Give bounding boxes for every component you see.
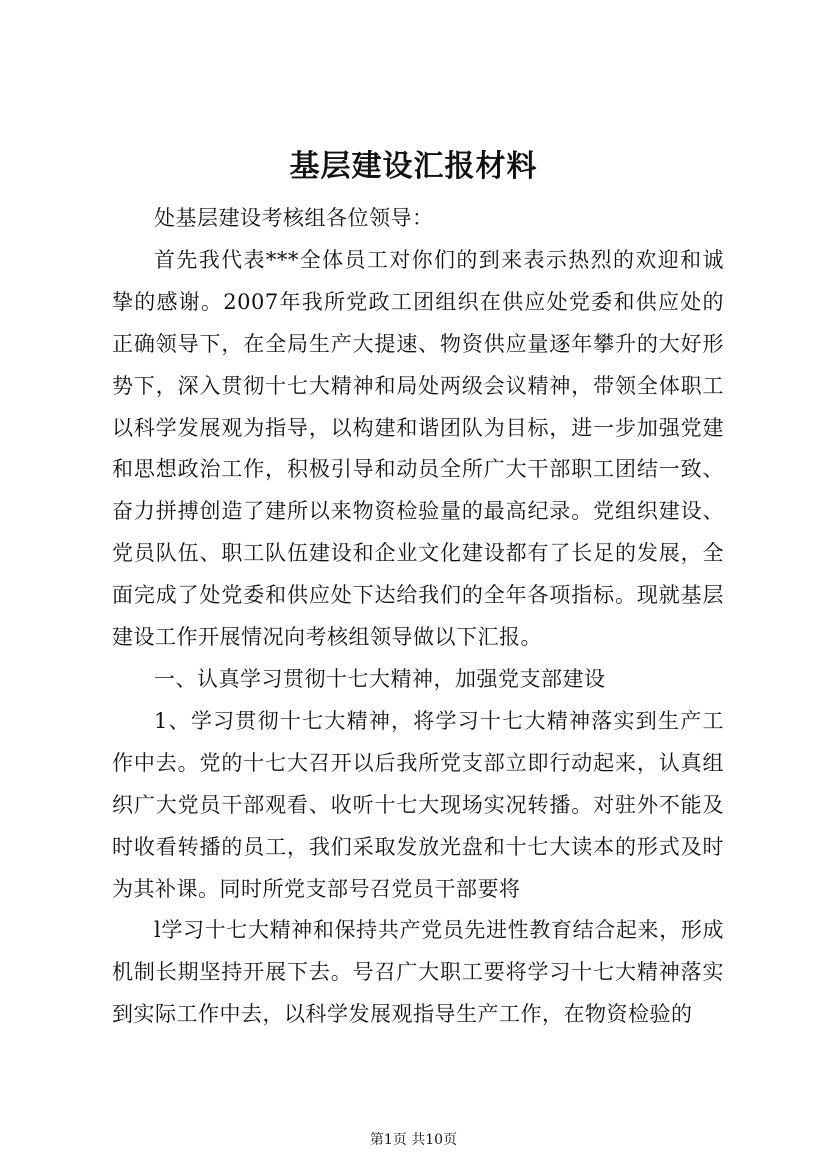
paragraph-item-1: 1、学习贯彻十七大精神，将学习十七大精神落实到生产工作中去。党的十七大召开以后我所党支部立即行动起来，认真组织广大党员干部观看、收听十七大现场实况转播。对驻外不能及时收看转播的员工，我们采取发放光盘和十七大读本的形式及时为其补课。同时所党支部号召党员干部要将	[112, 708, 724, 901]
document-title: 基层建设汇报材料	[289, 149, 538, 184]
paragraph-continuation: l学习十七大精神和保持共产党员先进性教育结合起来，形成机制长期坚持开展下去。号召广大职工要将学习十七大精神落实到实际工作中去，以科学发展观指导生产工作，在物资检验的	[112, 918, 724, 1027]
page-number-footer: 第1页 共10页	[369, 1132, 458, 1148]
paragraph-salutation: 处基层建设考核组各位领导：	[154, 206, 434, 230]
section-heading-1: 一、认真学习贯彻十七大精神，加强党支部建设	[154, 666, 606, 691]
document-body	[112, 198, 724, 1036]
paragraph-introduction: 首先我代表***全体员工对你们的到来表示热烈的欢迎和诚挚的感谢。2007年我所党政工团组织在供应处党委和供应处的正确领导下，在全局生产大提速、物资供应量逐年攀升的大好形势下，深入贯彻十七大精神和局处两级会议精神，带领全体职工以科学发展观为指导，以构建和谐团队为目标，进一步加强党建和思想政治工作，积极引导和动员全所广大干部职工团结一致、奋力拼搏创造了建所以来物资检验量的最高纪录。党组织建设、党员队伍、职工队伍建设和企业文化建设都有了长足的发展，全面完成了处党委和供应处下达给我们的全年各项指标。现就基层建设工作开展情况向考核组领导做以下汇报。	[112, 247, 724, 650]
